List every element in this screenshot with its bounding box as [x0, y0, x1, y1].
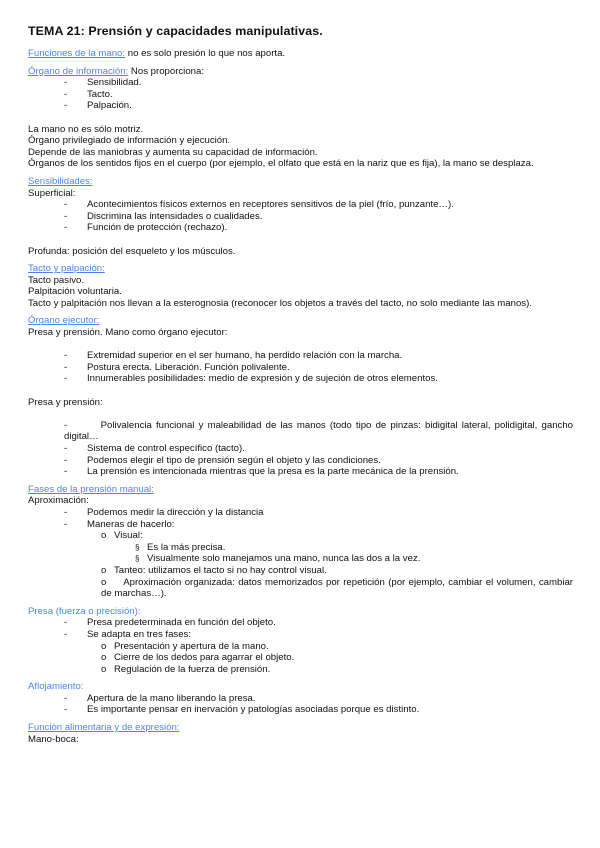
list-item-text: Se adapta en tres fases:	[87, 628, 191, 640]
dash-bullet: -	[64, 704, 68, 716]
phases-heading	[28, 484, 573, 496]
list-item-text: Podemos elegir el tipo de prensión según el objeto y las condiciones.	[87, 454, 381, 466]
sensibilities-link[interactable]: Sensibilidades:	[28, 175, 93, 187]
list-item-text: Regulación de la fuerza de prensión.	[114, 663, 271, 675]
list-item	[28, 77, 573, 89]
list-item	[28, 199, 573, 211]
list-item-text: Cierre de los dedos para agarrar el objeto.	[114, 652, 295, 664]
list-item-text: Podemos medir la dirección y la distancia	[87, 506, 264, 518]
paragraph-line: Órganos de los sentidos fijos en el cuerpo (por ejemplo, el olfato que está en la nariz que es fija), la mano se desplaza.	[28, 158, 534, 170]
dash-bullet: -	[64, 518, 68, 530]
dash-bullet: -	[64, 100, 68, 112]
list-item-text: Acontecimientos físicos externos en receptores sensitivos de la piel (frío, punzante…).	[87, 199, 454, 211]
dash-bullet: -	[64, 466, 68, 478]
list-item	[28, 443, 573, 455]
list-item	[28, 577, 573, 600]
paragraph-line: Tacto y palpitación nos llevan a la esterognosia (reconocer los objetos a través del tacto, no solo mediante las manos).	[28, 297, 532, 309]
document-page	[28, 24, 573, 745]
hand-functions-link[interactable]: Funciones de la mano:	[28, 48, 126, 59]
list-item	[28, 652, 573, 664]
list-item	[28, 373, 573, 385]
list-item-text: Función de protección (rechazo).	[87, 222, 228, 234]
list-item	[28, 629, 573, 641]
list-item	[28, 455, 573, 467]
list-item	[28, 211, 573, 223]
circle-bullet: o	[101, 652, 107, 664]
circle-bullet: o	[101, 564, 107, 576]
paragraph-line: Órgano privilegiado de información y ejecución.	[28, 135, 231, 147]
info-organ-text: Nos proporciona:	[128, 65, 204, 77]
list-item	[28, 641, 573, 653]
list-item	[28, 530, 573, 542]
approximation-label: Aproximación:	[28, 495, 89, 507]
list-item-text: La prensión es intencionada mientras que la presa es la parte mecánica de la prensión.	[87, 466, 459, 478]
paragraph-line: Depende de las maniobras y aumenta su capacidad de información.	[28, 146, 318, 158]
list-item	[28, 553, 573, 565]
list-item-text: Tacto.	[87, 88, 113, 100]
paragraph-line: Presa y prensión:	[28, 396, 103, 408]
dash-bullet: -	[64, 88, 68, 100]
list-item	[28, 693, 573, 705]
paragraph-line: Presa y prensión. Mano como órgano ejecutor:	[28, 327, 228, 339]
page-title: TEMA 21: Prensión y capacidades manipulativas.	[28, 24, 323, 38]
list-item-text: Polivalencia funcional y maleabilidad de las manos (todo tipo de pinzas: bidigital lateral, polidigital, gancho digital…	[64, 419, 574, 443]
list-item	[28, 89, 573, 101]
dash-bullet: -	[64, 617, 68, 629]
paragraph-line: Tacto pasivo.	[28, 274, 84, 286]
list-item	[28, 350, 573, 362]
list-item	[28, 519, 573, 531]
superficial-label: Superficial:	[28, 187, 76, 199]
executor-link[interactable]: Órgano ejecutor:	[28, 315, 100, 327]
paragraph-line: Palpitación voluntaria.	[28, 286, 122, 298]
circle-bullet: o	[101, 663, 107, 675]
list-item-text: Presentación y apertura de la mano.	[114, 640, 269, 652]
grip-heading: Presa (fuerza o precisión):	[28, 605, 141, 617]
dash-bullet: -	[64, 199, 68, 211]
release-heading: Aflojamiento:	[28, 681, 84, 693]
sensibilities-heading	[28, 176, 573, 188]
circle-bullet: o	[101, 576, 107, 588]
list-item-text: Tanteo: utilizamos el tacto si no hay control visual.	[114, 564, 327, 576]
feeding-heading	[28, 722, 573, 734]
list-item	[28, 466, 573, 478]
list-item-text: Es importante pensar en inervación y patologías asociadas porque es distinto.	[87, 704, 420, 716]
deep-sensibility-line: Profunda: posición del esqueleto y los músculos.	[28, 245, 236, 257]
hand-functions-line	[28, 48, 573, 60]
dash-bullet: -	[64, 210, 68, 222]
list-item-text: Sistema de control específico (tacto).	[87, 443, 245, 454]
list-item-text: Innumerables posibilidades: medio de expresión y de sujeción de otros elementos.	[87, 373, 438, 385]
section-bullet: §	[135, 542, 140, 552]
list-item-text: Sensibilidad.	[87, 77, 142, 89]
dash-bullet: -	[64, 222, 68, 234]
list-item	[28, 362, 573, 374]
dash-bullet: -	[64, 361, 68, 373]
list-item-text: Discrimina las intensidades o cualidades.	[87, 210, 263, 222]
list-item-text: Apertura de la mano liberando la presa.	[87, 692, 256, 704]
list-item-text: Visual:	[114, 530, 143, 542]
list-item	[28, 617, 573, 629]
dash-bullet: -	[64, 506, 68, 518]
list-item	[28, 420, 573, 443]
list-item-text: Postura erecta. Liberación. Función polivalente.	[87, 361, 290, 373]
list-item-text: Palpación.	[87, 100, 132, 112]
feeding-link[interactable]: Función alimentaria y de expresión:	[28, 722, 180, 734]
dash-bullet: -	[64, 350, 68, 362]
dash-bullet: -	[64, 77, 68, 89]
dash-bullet: -	[64, 419, 68, 431]
list-item-text: Presa predeterminada en función del objeto.	[87, 617, 276, 629]
list-item-text: Extremidad superior en el ser humano, ha perdido relación con la marcha.	[87, 350, 403, 362]
list-item	[28, 222, 573, 234]
phases-link[interactable]: Fases de la prensión manual:	[28, 483, 154, 495]
list-item-text: Visualmente solo manejamos una mano, nunca las dos a la vez.	[147, 553, 421, 565]
dash-bullet: -	[64, 692, 68, 704]
list-item	[28, 704, 573, 716]
list-item	[28, 542, 573, 554]
dash-bullet: -	[64, 628, 68, 640]
touch-heading	[28, 263, 573, 275]
circle-bullet: o	[101, 640, 107, 652]
section-bullet: §	[135, 554, 140, 564]
list-item-text: Maneras de hacerlo:	[87, 518, 175, 530]
list-item	[28, 100, 573, 112]
list-item-text: Aproximación organizada: datos memorizados por repetición (por ejemplo, cambiar el volumen, cambiar de marchas…).	[101, 576, 574, 600]
info-organ-link[interactable]: Órgano de información:	[28, 65, 129, 77]
list-item	[28, 664, 573, 676]
executor-heading	[28, 315, 573, 327]
hand-mouth-label: Mano-boca:	[28, 733, 79, 745]
dash-bullet: -	[64, 443, 68, 454]
touch-link[interactable]: Tacto y palpación:	[28, 263, 105, 275]
dash-bullet: -	[64, 373, 68, 385]
list-item	[28, 507, 573, 519]
dash-bullet: -	[64, 454, 68, 466]
list-item	[28, 565, 573, 577]
list-item-text: Es la más precisa.	[147, 541, 226, 553]
paragraph-line: La mano no es sólo motriz.	[28, 123, 144, 135]
info-organ-line	[28, 66, 573, 78]
circle-bullet: o	[101, 530, 107, 542]
hand-functions-text: no es solo presión lo que nos aporta.	[125, 48, 286, 59]
